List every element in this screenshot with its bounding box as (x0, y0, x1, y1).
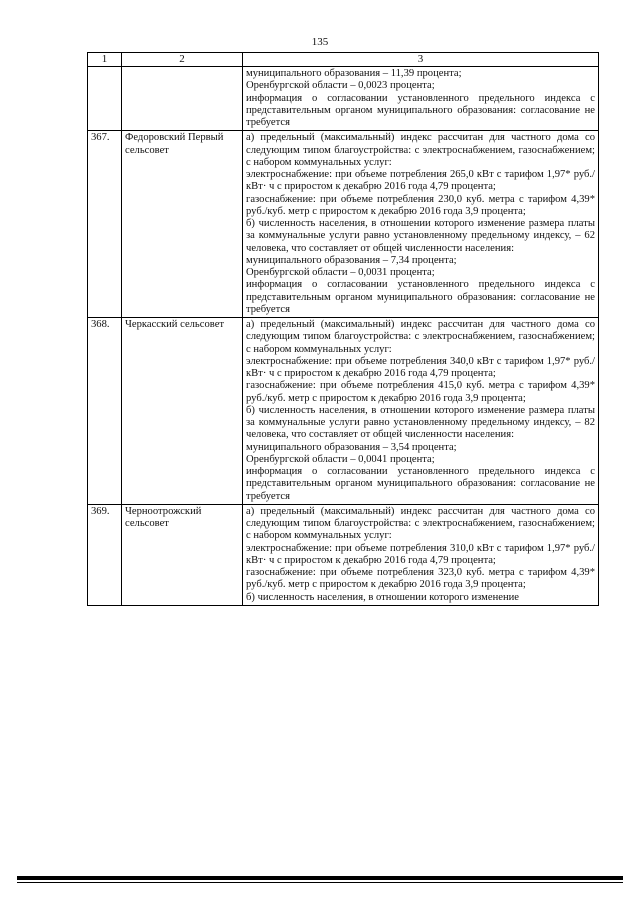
description-line: муниципального образования – 7,34 процента; (246, 254, 457, 266)
table-row (88, 504, 599, 605)
municipality-name: Федоровский Первый сельсовет (122, 131, 243, 318)
description-line: а) предельный (максимальный) индекс рассчитан для частного дома со следующим типом благоустройства: с электроснабжением, газоснабжением; с набором коммунальных услуг: (246, 319, 595, 355)
header-cell-description: 3 (243, 53, 599, 67)
table-row (88, 131, 599, 318)
municipality-name: Черноотрожский сельсовет (122, 504, 243, 605)
municipality-name (122, 67, 243, 131)
index-table (87, 52, 599, 606)
description-line: информация о согласовании установленного предельного индекса с представительным органом муниципального образования: согласование не требуется (246, 92, 595, 128)
table-body (88, 53, 599, 606)
header-cell-name: 2 (122, 53, 243, 67)
description-line: газоснабжение: при объеме потребления 230,0 куб. метра с тарифом 4,39* руб./куб. метр с приростом к декабрю 2016 года 3,9 процента; (246, 193, 595, 217)
row-number: 367. (88, 131, 122, 318)
table-row (88, 318, 599, 505)
description-line: информация о согласовании установленного предельного индекса с представительным органом муниципального образования: согласование не требуется (246, 279, 595, 315)
row-number (88, 67, 122, 131)
description-line: Оренбургской области – 0,0041 процента; (246, 453, 435, 465)
footer-rule-thin (17, 882, 623, 883)
description-line: электроснабжение: при объеме потребления 265,0 кВт с тарифом 1,97* руб./кВт· ч с приростом к декабрю 2016 года 4,79 процента; (246, 169, 595, 193)
index-description (243, 131, 599, 318)
description-line: б) численность населения, в отношении которого изменение размера платы за коммунальные услуги равно установленному предельному индексу, – 62 человека, что составляет от общей численности населения: (246, 218, 595, 254)
municipality-name: Черкасский сельсовет (122, 318, 243, 505)
description-line: газоснабжение: при объеме потребления 323,0 куб. метра с тарифом 4,39* руб./куб. метр с приростом к декабрю 2016 года 3,9 процента; (246, 567, 595, 591)
index-description (243, 318, 599, 505)
table-header-row (88, 53, 599, 67)
description-line: информация о согласовании установленного предельного индекса с представительным органом муниципального образования: согласование не требуется (246, 466, 595, 502)
page-number: 135 (311, 36, 329, 48)
description-line: Оренбургской области – 0,0023 процента; (246, 80, 435, 92)
table-row (88, 67, 599, 131)
index-description (243, 67, 599, 131)
row-number: 368. (88, 318, 122, 505)
footer-rule-thick (17, 876, 623, 880)
description-line: Оренбургской области – 0,0031 процента; (246, 267, 435, 278)
description-line: муниципального образования – 11,39 процента; (246, 68, 462, 79)
description-line: электроснабжение: при объеме потребления 310,0 кВт с тарифом 1,97* руб./кВт· ч с приростом к декабрю 2016 года 4,79 процента; (246, 542, 595, 566)
description-line: электроснабжение: при объеме потребления 340,0 кВт с тарифом 1,97* руб./кВт· ч с приростом к декабрю 2016 года 4,79 процента; (246, 355, 595, 379)
description-line: муниципального образования – 3,54 процента; (246, 441, 457, 453)
description-line: газоснабжение: при объеме потребления 415,0 куб. метра с тарифом 4,39* руб./куб. метр с приростом к декабрю 2016 года 3,9 процента; (246, 380, 595, 404)
index-description (243, 504, 599, 605)
description-line: б) численность населения, в отношении которого изменение (246, 591, 519, 603)
description-line: а) предельный (максимальный) индекс рассчитан для частного дома со следующим типом благоустройства: с электроснабжением, газоснабжением; с набором коммунальных услуг: (246, 505, 595, 542)
header-cell-number: 1 (88, 53, 122, 67)
description-line: б) численность населения, в отношении которого изменение размера платы за коммунальные услуги равно установленному предельному индексу, – 82 человека, что составляет от общей численности населения: (246, 404, 595, 441)
row-number: 369. (88, 504, 122, 605)
description-line: а) предельный (максимальный) индекс рассчитан для частного дома со следующим типом благоустройства: с электроснабжением, газоснабжением; с набором коммунальных услуг: (246, 132, 595, 168)
